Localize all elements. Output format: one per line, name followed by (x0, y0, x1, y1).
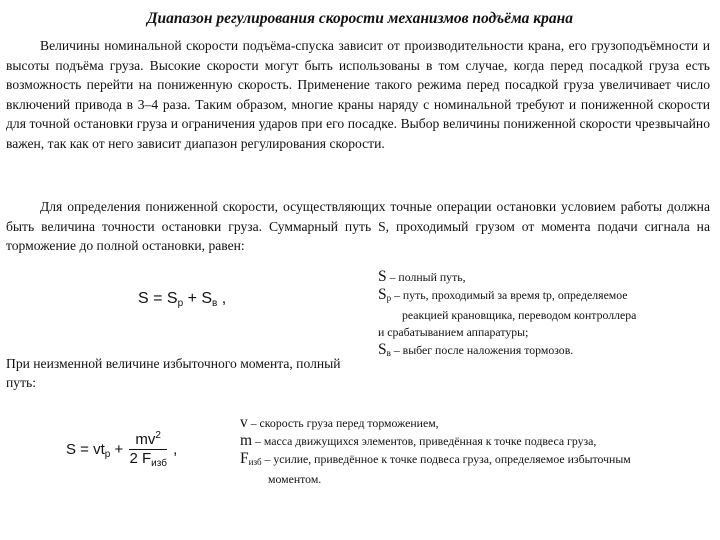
formula-text: , (168, 440, 178, 458)
symbol: S (378, 268, 387, 285)
definition-sv (378, 341, 714, 362)
definition-text: – усилие, приведённое к точке подвеса груза, определяемое избыточным (261, 452, 631, 466)
formula-subscript: в (212, 298, 218, 309)
definition-continuation: моментом. (268, 472, 322, 486)
formula-full-path (66, 427, 177, 473)
formula-text: S = S (138, 290, 178, 307)
paragraph-total-path: Для определения пониженной скорости, осуществляющих точные операции остановки условием работы должна быть величина точности остановки груза. Суммарный путь S, проходимый грузом от момента подачи сигнала на торможение до полной остановки, равен: (6, 199, 710, 254)
symbol: m (240, 432, 253, 449)
page-title: Диапазон регулирования скорости механизмов подъёма крана (146, 10, 574, 27)
formula-text: , (217, 290, 227, 307)
definition-s (378, 268, 714, 286)
definition-v (240, 414, 714, 432)
symbol: $S_в$ (378, 341, 391, 358)
formula-text: + (110, 440, 128, 458)
symbol: $F_{изб}$ (240, 450, 262, 467)
paragraph-intro: Величины номинальной скорости подъёма-спуска зависит от производительности крана, его грузоподъёмности и высоты подъёма груза. Высокие скорости могут быть использованы в том случае, когда перед посадкой груза есть возможность перейти на пониженную скорость. Применение такого режима перед посадкой груза увеличивает число включений привода в 3–4 раза. Таким образом, многие краны наряду с номинальной требуют и пониженной скорости для точной остановки груза и ограничения ударов при его посадке. Выбор величины пониженной скорости чрезвычайно важен, так как от него зависит диапазон регулирования скорости. (6, 38, 710, 151)
definition-text: – полный путь, (386, 270, 466, 284)
note-constant-moment: При неизменной величине избыточного момента, полный путь: (6, 356, 341, 390)
definitions-list-2 (240, 414, 714, 488)
fraction (129, 427, 166, 473)
definition-sp (378, 286, 714, 307)
definitions-list-1 (378, 268, 714, 362)
definition-continuation: реакцией крановщика, переводом контроллера (402, 308, 637, 322)
formula-subscript: р (104, 448, 111, 460)
definition-text: – выбег после наложения тормозов. (390, 343, 574, 357)
fraction-numerator: $mv^2$ (129, 427, 166, 450)
fraction-denominator: 2 $F_{изб}$ (129, 450, 167, 469)
definition-text: – скорость груза перед торможением, (247, 416, 439, 430)
formula-text: + S (183, 290, 213, 307)
symbol: v (240, 414, 248, 431)
formula-subscript: р (177, 298, 184, 309)
definition-f (240, 450, 714, 471)
formula-text: S = vt (66, 440, 105, 458)
definition-m (240, 432, 714, 450)
definition-text: – путь, проходимый за время tр, определяемое (391, 288, 628, 302)
definition-text: – масса движущихся элементов, приведённая к точке подвеса груза, (252, 434, 597, 448)
formula-total-path (138, 290, 226, 309)
definition-continuation: и срабатыванием аппаратуры; (378, 325, 529, 339)
symbol: $S_р$ (378, 286, 392, 303)
